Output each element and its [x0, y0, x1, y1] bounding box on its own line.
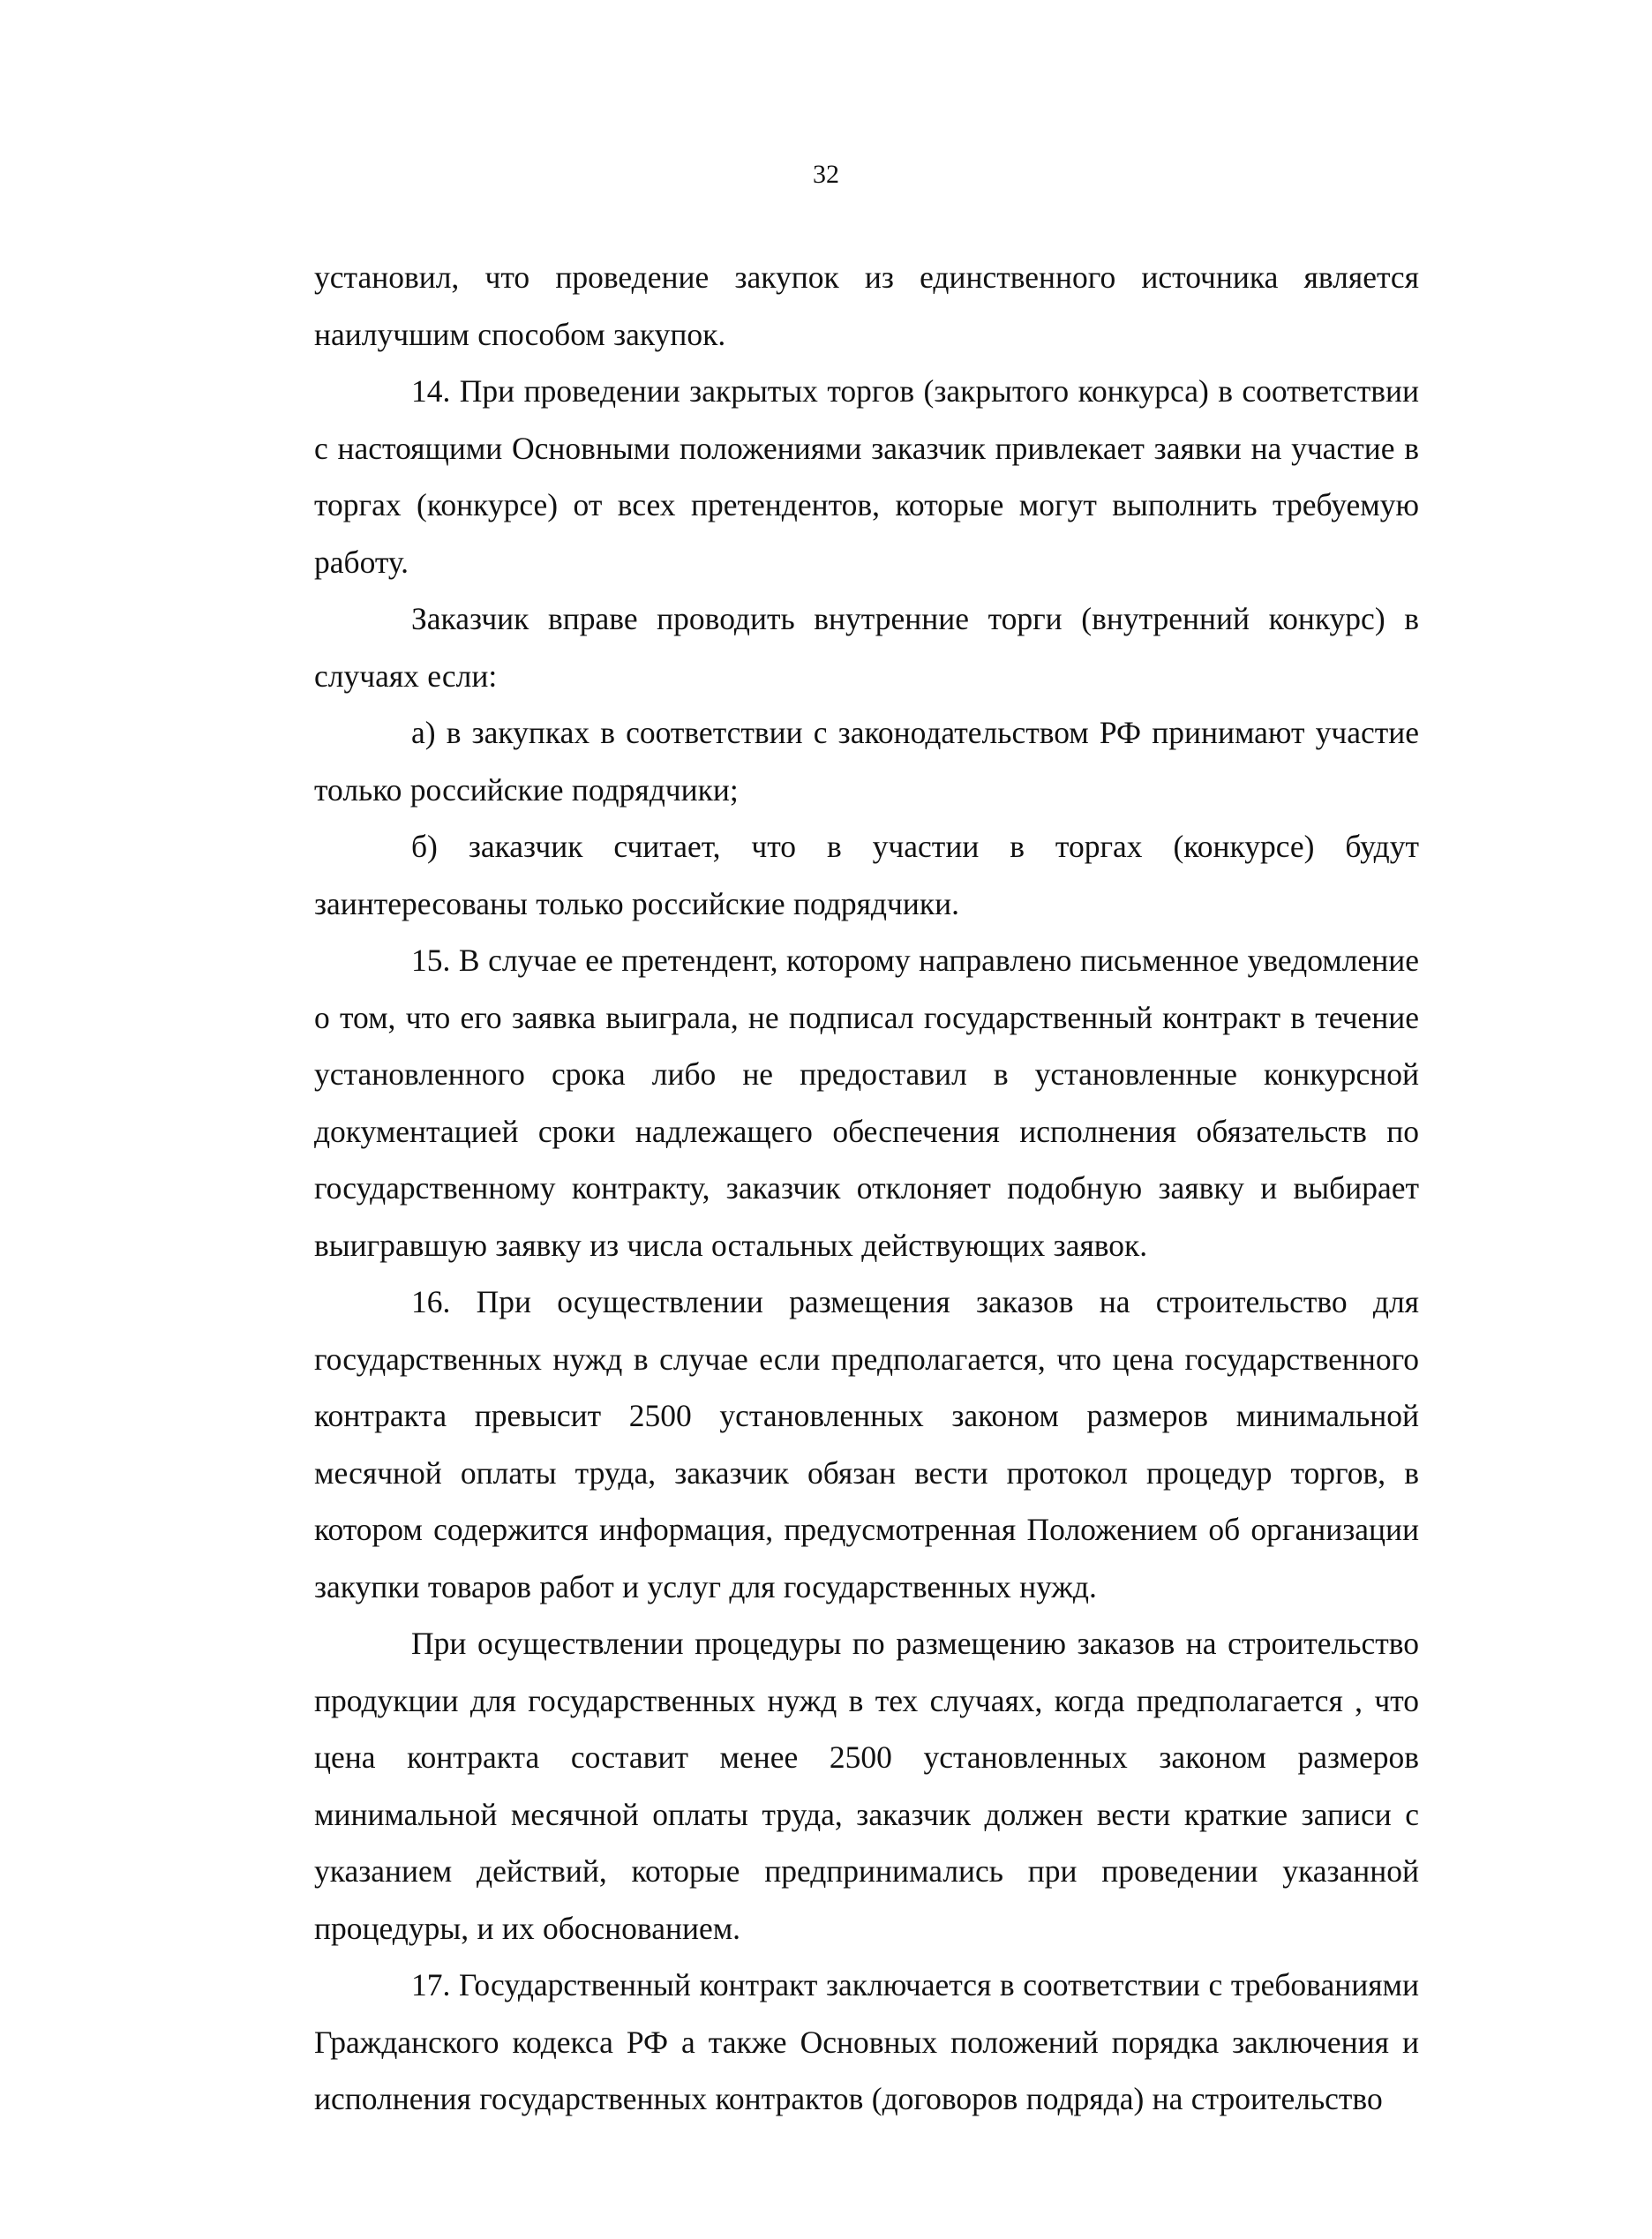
paragraph-subitem-a: а) в закупках в соответствии с законодательством РФ принимают участие только российские подрядчики;: [314, 715, 1419, 808]
paragraph-item-17: 17. Государственный контракт заключается в соответствии с требованиями Гражданского кодекса РФ а также Основных положений порядка заключения и исполнения государственных контрактов (договоров подряда) на строительство: [314, 1967, 1419, 2116]
page-number: 32: [813, 160, 839, 189]
paragraph-internal-tenders: Заказчик вправе проводить внутренние торги (внутренний конкурс) в случаях если:: [314, 601, 1419, 694]
paragraph-short-records: При осуществлении процедуры по размещению заказов на строительство продукции для государственных нужд в тех случаях, когда предполагается , что цена контракта составит менее 2500 установленных законом размеров минимальной месячной оплаты труда, заказчик должен вести краткие записи с указанием действий, которые предпринимались при проведении указанной процедуры, и их обоснованием.: [314, 1626, 1419, 1946]
paragraph-item-15: 15. В случае ее претендент, которому направлено письменное уведомление о том, что его заявка выиграла, не подписал государственный контракт в течение установленного срока либо не предоставил в установленные конкурсной документацией сроки надлежащего обеспечения исполнения обязательств по государственному контракту, заказчик отклоняет подобную заявку и выбирает выигравшую заявку из числа остальных действующих заявок.: [314, 943, 1419, 1263]
paragraph-item-14: 14. При проведении закрытых торгов (закрытого конкурса) в соответствии с настоящими Основными положениями заказчик привлекает заявки на участие в торгах (конкурсе) от всех претендентов, которые могут выполнить требуемую работу.: [314, 373, 1419, 580]
paragraph-continuation: установил, что проведение закупок из единственного источника является наилучшим способом закупок.: [314, 259, 1419, 352]
document-body: [314, 249, 1419, 2128]
paragraph-subitem-b: б) заказчик считает, что в участии в торгах (конкурсе) будут заинтересованы только российские подрядчики.: [314, 829, 1419, 921]
paragraph-item-16: 16. При осуществлении размещения заказов на строительство для государственных нужд в случае если предполагается, что цена государственного контракта превысит 2500 установленных законом размеров минимальной месячной оплаты труда, заказчик обязан вести протокол процедур торгов, в котором содержится информация, предусмотренная Положением об организации закупки товаров работ и услуг для государственных нужд.: [314, 1284, 1419, 1604]
